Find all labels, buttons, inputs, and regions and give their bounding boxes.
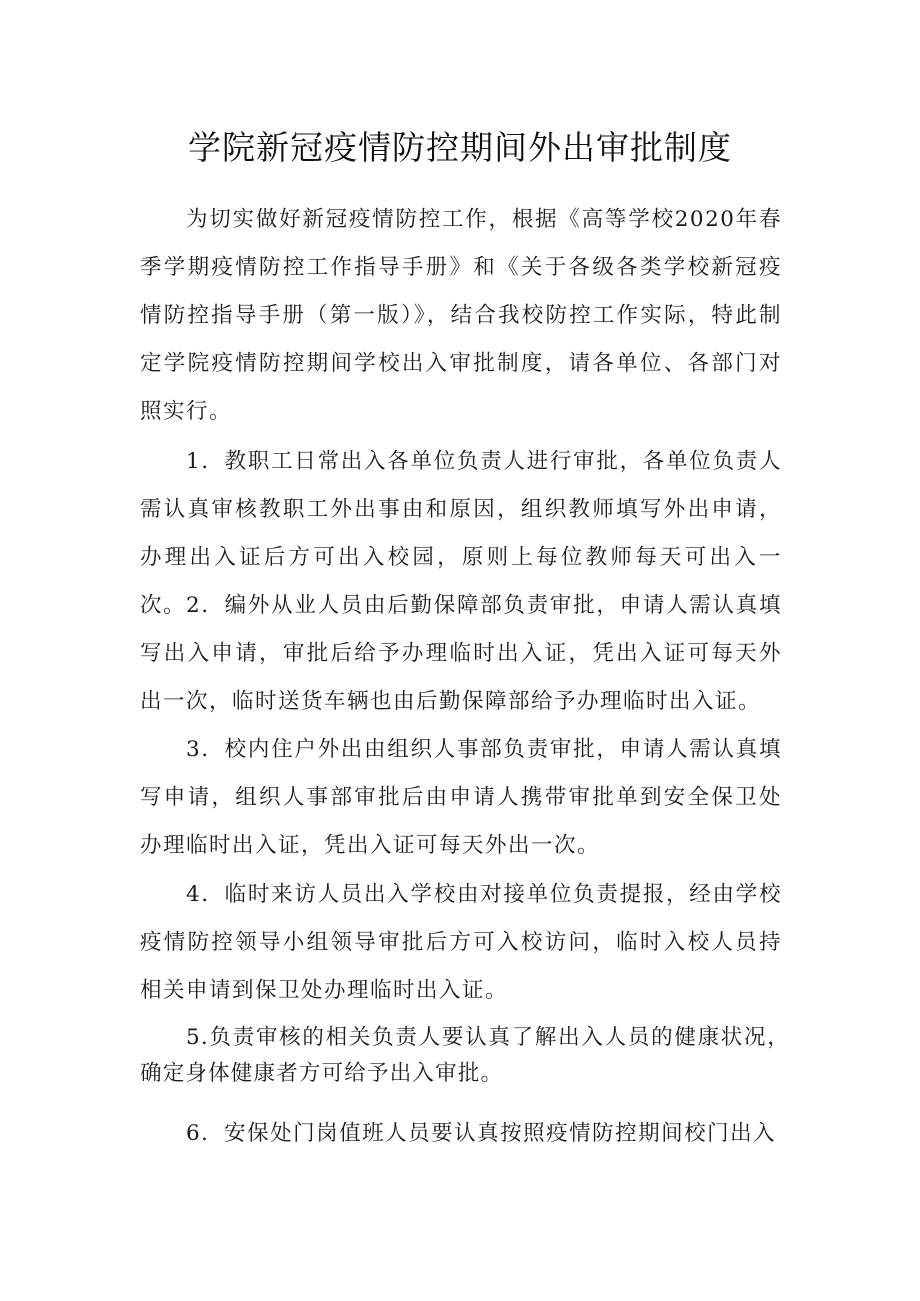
item-2-paragraph: 2．编外从业人员由后勤保障部负责审批，申请人需认真填写出入申请，审批后给予办理临时出入证，凭出入证可每天外出一次，临时送货车辆也由后勤保障部给予办理临时出入证。 — [140, 593, 782, 714]
item-1-paragraph: 1．教职工日常出入各单位负责人进行审批，各单位负责人需认真审核教职工外出事由和原因，组织教师填写外出申请，办理出入证后方可出入校园，原则上每位教师每天可出入一次。 — [140, 449, 782, 618]
item-3-paragraph: 3．校内住户外出由组织人事部负责审批，申请人需认真填写申请，组织人事部审批后由申请人携带审批单到安全保卫处办理临时出入证，凭出入证可每天外出一次。 — [140, 737, 782, 858]
item-4-paragraph: 4．临时来访人员出入学校由对接单位负责提报，经由学校疫情防控领导小组领导审批后方可入校访问，临时入校人员持相关申请到保卫处办理临时出入证。 — [140, 882, 782, 1003]
item-6-paragraph: 6．安保处门岗值班人员要认真按照疫情防控期间校门出入 — [186, 1121, 777, 1146]
item-5-paragraph: 5.负责审核的相关负责人要认真了解出入人员的健康状况，确定身体健康者方可给予出入审批。 — [140, 1025, 790, 1086]
intro-paragraph: 为切实做好新冠疫情防控工作，根据《高等学校2020年春季学期疫情防控工作指导手册》和《关于各级各类学校新冠疫情防控指导手册（第一版）》，结合我校防控工作实际，特此制定学院疫情防控期间学校出入审批制度，请各单位、各部门对照实行。 — [140, 207, 782, 424]
document-title: 学院新冠疫情防控期间外出审批制度 — [188, 128, 732, 167]
